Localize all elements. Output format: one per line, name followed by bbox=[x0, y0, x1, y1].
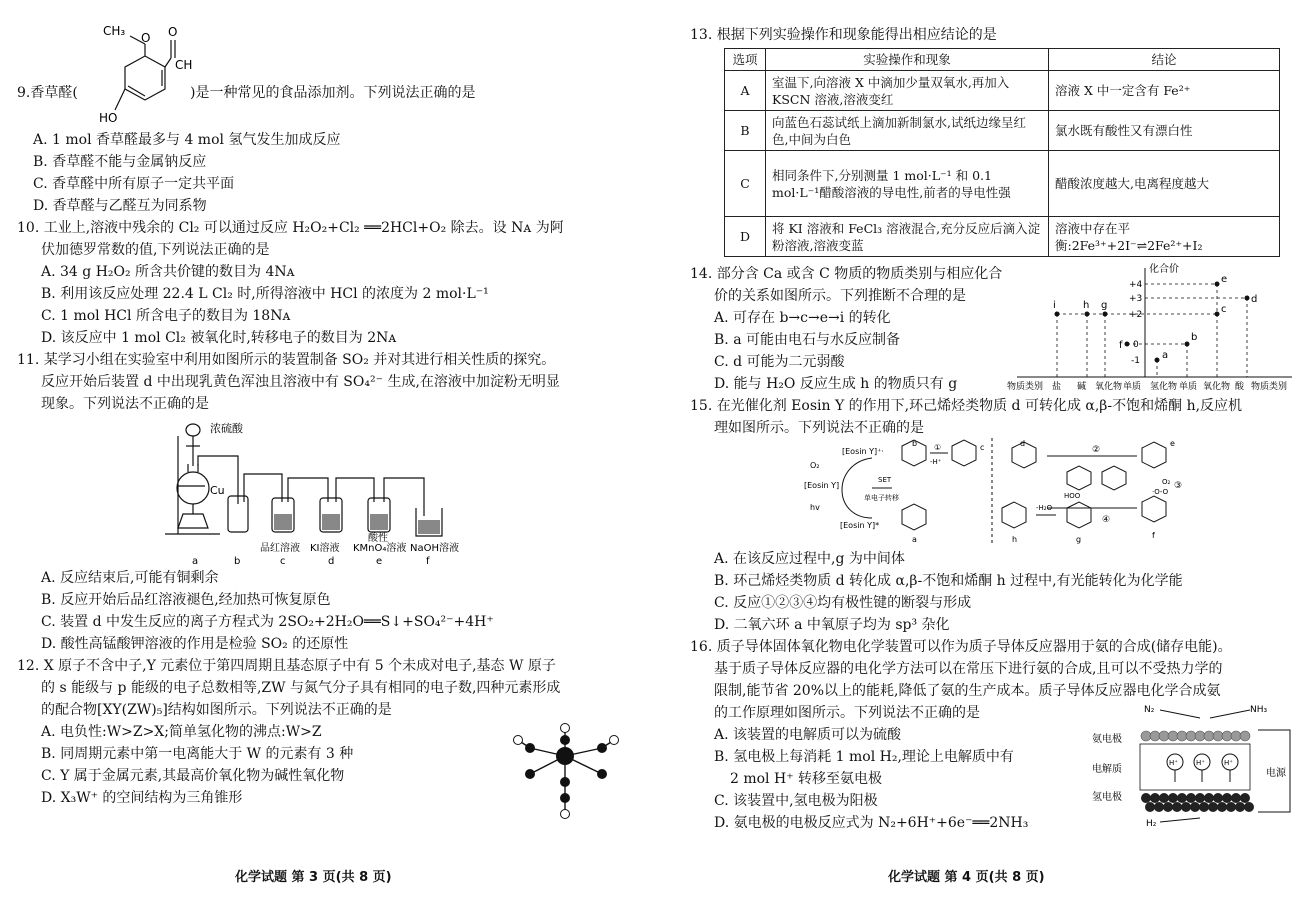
xcat: 酸 bbox=[1235, 382, 1245, 392]
mech-hv: hv bbox=[810, 503, 820, 512]
electrode-particle bbox=[1159, 731, 1169, 741]
q11-option-d: D. 酸性高锰酸钾溶液的作用是检验 SO₂ 的还原性 bbox=[41, 636, 349, 652]
fig-cathode: 氢电极 bbox=[1092, 792, 1122, 803]
mech-ooh: HOO bbox=[1064, 492, 1081, 500]
xlabel-right: 物质类别 bbox=[1251, 382, 1288, 392]
q9-option-a: A. 1 mol 香草醛最多与 4 mol 氢气发生加成反应 bbox=[33, 132, 341, 148]
point-a: a bbox=[1162, 350, 1169, 361]
electrode-particle bbox=[1177, 731, 1187, 741]
ytick: +4 bbox=[1129, 280, 1143, 290]
mech-label-f: f bbox=[1152, 531, 1155, 540]
q14-stem-1: 14. 部分含 Ca 或含 C 物质的物质类别与相应化合 bbox=[690, 266, 1003, 282]
point-e: e bbox=[1221, 274, 1228, 285]
table-row bbox=[725, 111, 1280, 151]
q10-option-b: B. 利用该反应处理 22.4 L Cl₂ 时,所得溶液中 HCl 的浓度为 2 mol·L⁻¹ bbox=[41, 286, 489, 302]
ytick: +2 bbox=[1129, 310, 1143, 320]
mech-label-h: h bbox=[1012, 535, 1018, 544]
table-cell-option: A bbox=[725, 71, 766, 111]
fig-label-e-top: 酸性 bbox=[368, 533, 388, 544]
electrode-particle bbox=[1141, 731, 1151, 741]
table-cell-conclusion: 溶液中存在平衡:2Fe³⁺+2I⁻⇌2Fe²⁺+I₂ bbox=[1049, 217, 1280, 257]
q15-option-d: D. 二氧六环 a 中氧原子均为 sp³ 杂化 bbox=[714, 617, 950, 633]
q10-option-a: A. 34 g H₂O₂ 所含共价键的数目为 4Nᴀ bbox=[41, 264, 295, 280]
mech-o2: O₂ bbox=[810, 461, 820, 470]
electrode-particle bbox=[1199, 802, 1209, 812]
q16-stem-1: 16. 质子导体固体氧化物电化学装置可以作为质子导体反应器用于氨的合成(储存电能)。 bbox=[690, 639, 1232, 655]
q15-option-a: A. 在该反应过程中,g 为中间体 bbox=[714, 551, 905, 567]
proton-reactor-figure bbox=[1080, 700, 1302, 830]
electrode-particle bbox=[1186, 793, 1196, 803]
valence-ylabel: 化合价 bbox=[1149, 264, 1179, 275]
electrode-particle bbox=[1204, 731, 1214, 741]
q16-stem-2: 基于质子导体反应器的电化学方法可以在常压下进行氨的合成,且可以不受热力学的 bbox=[714, 661, 1223, 677]
q14-option-d: D. 能与 H₂O 反应生成 h 的物质只有 g bbox=[714, 376, 958, 392]
point-d: d bbox=[1251, 294, 1258, 305]
q12-stem-2: 的 s 能级与 p 能级的电子总数相等,ZW 与氮气分子具有相同的电子数,四种元素形成 bbox=[41, 680, 561, 696]
xcat: 盐 bbox=[1052, 382, 1062, 392]
q11-stem-2: 反应开始后装置 d 中出现乳黄色浑浊且溶液中有 SO₄²⁻ 生成,在溶液中加淀粉无明显 bbox=[41, 374, 560, 390]
table-header: 结论 bbox=[1049, 49, 1280, 71]
table-cell-conclusion: 溶液 X 中一定含有 Fe²⁺ bbox=[1049, 71, 1280, 111]
table-row bbox=[725, 151, 1280, 217]
fig-electrolyte: 电解质 bbox=[1092, 764, 1122, 775]
q12-option-a: A. 电负性:W>Z>X;简单氢化物的沸点:W>Z bbox=[41, 724, 322, 740]
q13-stem: 13. 根据下列实验操作和现象能得出相应结论的是 bbox=[690, 27, 997, 43]
electrode-particle bbox=[1231, 731, 1241, 741]
electrode-particle bbox=[1190, 802, 1200, 812]
right-page bbox=[652, 0, 1305, 900]
fig-label-f: NaOH溶液 bbox=[410, 543, 459, 554]
so2-apparatus-figure bbox=[160, 416, 480, 566]
table-row bbox=[725, 71, 1280, 111]
q9-stem-b: )是一种常见的食品添加剂。下列说法正确的是 bbox=[190, 85, 476, 101]
q12-option-c: C. Y 属于金属元素,其最高价氧化物为碱性氧化物 bbox=[41, 768, 345, 784]
table-cell-conclusion: 醋酸浓度越大,电离程度越大 bbox=[1049, 151, 1280, 217]
electrode-particle bbox=[1181, 802, 1191, 812]
electrode-particle bbox=[1222, 731, 1232, 741]
xcat: 氢化物 bbox=[1150, 382, 1178, 392]
mech-step2: ② bbox=[1092, 445, 1101, 455]
q15-stem-2: 理如图所示。下列说法不正确的是 bbox=[714, 420, 924, 436]
electrode-particle bbox=[1159, 793, 1169, 803]
mech-o2b: O₂ bbox=[1162, 478, 1171, 486]
fig-label-d: KI溶液 bbox=[310, 543, 340, 554]
q13-table bbox=[724, 48, 1280, 257]
hplus-label: H⁺ bbox=[1196, 759, 1205, 767]
q16-stem-4: 的工作原理如图所示。下列说法不正确的是 bbox=[714, 705, 980, 721]
fig-letter-e: e bbox=[376, 556, 383, 566]
q15-option-c: C. 反应①②③④均有极性键的断裂与形成 bbox=[714, 595, 972, 611]
fig-letter-f: f bbox=[426, 556, 430, 566]
q11-option-c: C. 装置 d 中发生反应的离子方程式为 2SO₂+2H₂O══S↓+SO₄²⁻+4H⁺ bbox=[41, 614, 494, 630]
electrode-particle bbox=[1168, 793, 1178, 803]
fig-h2: H₂ bbox=[1146, 819, 1157, 829]
q11-option-a: A. 反应结束后,可能有铜剩余 bbox=[41, 570, 219, 586]
fig-nh3: NH₃ bbox=[1250, 705, 1268, 715]
left-footer: 化学试题 第 3 页(共 8 页) bbox=[235, 870, 392, 885]
fig-power: 电源 bbox=[1266, 768, 1286, 779]
q15-stem-1: 15. 在光催化剂 Eosin Y 的作用下,环己烯烃类物质 d 可转化成 α,β-不饱和烯酮 h,反应机 bbox=[690, 398, 1243, 414]
mech-label-d: d bbox=[1020, 439, 1026, 448]
eosin: [Eosin Y] bbox=[804, 481, 840, 490]
electrode-particle bbox=[1150, 793, 1160, 803]
q9-stem-a: 9.香草醛( bbox=[17, 85, 78, 101]
electrode-particle bbox=[1195, 731, 1205, 741]
table-cell-operation: 向蓝色石蕊试纸上滴加新制氯水,试纸边缘呈红色,中间为白色 bbox=[766, 111, 1049, 151]
mech-step3: ③ bbox=[1174, 481, 1183, 491]
q16-option-a: A. 该装置的电解质可以为硫酸 bbox=[714, 727, 902, 743]
mech-set: SET bbox=[878, 476, 892, 484]
fig-letter-c: c bbox=[280, 556, 286, 566]
q12-stem-1: 12. X 原子不含中子,Y 元素位于第四周期且基态原子中有 5 个未成对电子,基态 W 原子 bbox=[17, 658, 556, 674]
fig-acid-label: 浓硫酸 bbox=[210, 422, 243, 435]
point-b: b bbox=[1191, 332, 1198, 343]
mech-h2o: -H₂O bbox=[1036, 504, 1053, 512]
table-header-row bbox=[725, 49, 1280, 71]
table-row bbox=[725, 217, 1280, 257]
electrode-particle bbox=[1213, 793, 1223, 803]
point-i: i bbox=[1053, 300, 1056, 311]
q10-stem-2: 伏加德罗常数的值,下列说法正确的是 bbox=[41, 242, 270, 258]
mech-step4: ④ bbox=[1102, 515, 1111, 525]
table-header: 选项 bbox=[725, 49, 766, 71]
xcat: 单质 bbox=[1123, 382, 1142, 392]
fig-n2: N₂ bbox=[1144, 705, 1155, 715]
valence-class-figure bbox=[1007, 262, 1297, 392]
electrode-particle bbox=[1217, 802, 1227, 812]
vanillin-o-carbonyl: O bbox=[168, 25, 178, 39]
electrode-particle bbox=[1150, 731, 1160, 741]
complex-structure-figure bbox=[510, 718, 620, 823]
hplus-label: H⁺ bbox=[1169, 759, 1178, 767]
q14-option-a: A. 可存在 b→c→e→i 的转化 bbox=[714, 310, 891, 326]
mech-label-c: c bbox=[980, 443, 985, 452]
table-cell-operation: 将 KI 溶液和 FeCl₃ 溶液混合,充分反应后滴入淀粉溶液,溶液变蓝 bbox=[766, 217, 1049, 257]
mech-label-b: b bbox=[912, 439, 918, 448]
table-cell-option: D bbox=[725, 217, 766, 257]
table-cell-operation: 相同条件下,分别测量 1 mol·L⁻¹ 和 0.1 mol·L⁻¹醋酸溶液的导电性,前者的导电性强 bbox=[766, 151, 1049, 217]
mech-label-e: e bbox=[1170, 439, 1175, 448]
vanillin-ch3: CH₃ bbox=[103, 24, 126, 38]
fig-letter-a: a bbox=[192, 556, 199, 566]
vanillin-structure bbox=[85, 22, 195, 127]
left-page bbox=[0, 0, 652, 900]
electrode-particle bbox=[1244, 802, 1254, 812]
electrode-particle bbox=[1204, 793, 1214, 803]
table-header: 实验操作和现象 bbox=[766, 49, 1049, 71]
point-g: g bbox=[1101, 300, 1108, 311]
q16-option-c: C. 该装置中,氢电极为阳极 bbox=[714, 793, 878, 809]
electrode-particle bbox=[1231, 793, 1241, 803]
fig-label-e: KMnO₄溶液 bbox=[353, 543, 407, 554]
q10-stem-1: 10. 工业上,溶液中残余的 Cl₂ 可以通过反应 H₂O₂+Cl₂ ══2HCl+O₂ 除去。设 Nᴀ 为阿 bbox=[17, 220, 564, 236]
ytick: -1 bbox=[1131, 356, 1140, 366]
fig-letter-b: b bbox=[234, 556, 241, 566]
vanillin-ch: CH bbox=[175, 58, 193, 72]
q12-option-d: D. X₃W⁺ 的空间结构为三角锥形 bbox=[41, 790, 243, 806]
fig-letter-d: d bbox=[328, 556, 335, 566]
electrode-particle bbox=[1141, 793, 1151, 803]
xcat: 单质 bbox=[1179, 382, 1198, 392]
q12-option-b: B. 同周期元素中第一电离能大于 W 的元素有 3 种 bbox=[41, 746, 354, 762]
electrode-particle bbox=[1168, 731, 1178, 741]
q14-option-b: B. a 可能由电石与水反应制备 bbox=[714, 332, 900, 348]
electrode-particle bbox=[1177, 793, 1187, 803]
xcat: 碱 bbox=[1077, 382, 1087, 392]
mechanism-figure bbox=[802, 438, 1302, 546]
q9-option-c: C. 香草醛中所有原子一定共平面 bbox=[33, 176, 235, 192]
electrode-particle bbox=[1235, 802, 1245, 812]
point-f: f bbox=[1119, 340, 1123, 351]
q16-stem-3: 限制,能节省 20%以上的能耗,降低了氨的生产成本。质子导体反应器电化学合成氨 bbox=[714, 683, 1221, 699]
mech-hplus: -H⁺ bbox=[930, 458, 942, 466]
right-footer: 化学试题 第 4 页(共 8 页) bbox=[888, 870, 1045, 885]
electrode-particle bbox=[1222, 793, 1232, 803]
xlabel-left: 物质类别 bbox=[1007, 382, 1044, 392]
electrode-particle bbox=[1208, 802, 1218, 812]
electrode-particle bbox=[1213, 731, 1223, 741]
q11-option-b: B. 反应开始后品红溶液褪色,经加热可恢复原色 bbox=[41, 592, 331, 608]
table-cell-option: B bbox=[725, 111, 766, 151]
mech-step1: ① bbox=[934, 443, 942, 452]
mech-label-g: g bbox=[1076, 535, 1082, 544]
electrode-particle bbox=[1240, 731, 1250, 741]
q16-option-b: B. 氢电极上每消耗 1 mol H₂,理论上电解质中有 bbox=[714, 749, 1014, 765]
mech-label-a: a bbox=[912, 535, 917, 544]
table-cell-operation: 室温下,向溶液 X 中滴加少量双氧水,再加入 KSCN 溶液,溶液变红 bbox=[766, 71, 1049, 111]
q14-stem-2: 价的关系如图所示。下列推断不合理的是 bbox=[714, 288, 966, 304]
electrode-particle bbox=[1195, 793, 1205, 803]
xcat: 氧化物 bbox=[1203, 382, 1231, 392]
q9-option-d: D. 香草醛与乙醛互为同系物 bbox=[33, 198, 207, 214]
q11-stem-1: 11. 某学习小组在实验室中利用如图所示的装置制备 SO₂ 并对其进行相关性质的探究。 bbox=[17, 352, 556, 368]
electrode-particle bbox=[1226, 802, 1236, 812]
q10-option-d: D. 该反应中 1 mol Cl₂ 被氧化时,转移电子的数目为 2Nᴀ bbox=[41, 330, 397, 346]
electrode-particle bbox=[1186, 731, 1196, 741]
q15-option-b: B. 环己烯烃类物质 d 转化成 α,β-不饱和烯酮 h 过程中,有光能转化为化学能 bbox=[714, 573, 1183, 589]
ytick: +3 bbox=[1129, 294, 1143, 304]
fig-cu-label: Cu bbox=[210, 484, 225, 497]
eosin-plus: [Eosin Y]⁺· bbox=[842, 447, 884, 456]
q14-option-c: C. d 可能为二元弱酸 bbox=[714, 354, 845, 370]
hplus-label: H⁺ bbox=[1224, 759, 1233, 767]
point-h: h bbox=[1083, 300, 1090, 311]
ytick: 0 bbox=[1133, 340, 1139, 350]
eosin-star: [Eosin Y]* bbox=[840, 521, 880, 530]
vanillin-ho: HO bbox=[99, 111, 118, 125]
table-cell-conclusion: 氯水既有酸性又有漂白性 bbox=[1049, 111, 1280, 151]
vanillin-o-ether: O bbox=[141, 31, 151, 45]
electrode-particle bbox=[1154, 802, 1164, 812]
xcat: 氧化物 bbox=[1095, 382, 1123, 392]
q16-option-b-cont: 2 mol H⁺ 转移至氨电极 bbox=[730, 771, 883, 787]
fig-label-c: 品红溶液 bbox=[260, 543, 300, 554]
electrode-particle bbox=[1172, 802, 1182, 812]
table-cell-option: C bbox=[725, 151, 766, 217]
q11-stem-3: 现象。下列说法不正确的是 bbox=[41, 396, 209, 412]
q9-option-b: B. 香草醛不能与金属钠反应 bbox=[33, 154, 207, 170]
mech-oo: ·O-O bbox=[1152, 488, 1169, 496]
point-c: c bbox=[1221, 304, 1227, 315]
electrode-particle bbox=[1240, 793, 1250, 803]
fig-anode: 氨电极 bbox=[1092, 734, 1122, 745]
q12-stem-3: 的配合物[XY(ZW)₅]结构如图所示。下列说法不正确的是 bbox=[41, 702, 392, 718]
electrode-particle bbox=[1163, 802, 1173, 812]
q16-option-d: D. 氨电极的电极反应式为 N₂+6H⁺+6e⁻══2NH₃ bbox=[714, 815, 1029, 831]
electrode-particle bbox=[1145, 802, 1155, 812]
mech-set2: 单电子转移 bbox=[864, 494, 899, 502]
q10-option-c: C. 1 mol HCl 所含电子的数目为 18Nᴀ bbox=[41, 308, 291, 324]
